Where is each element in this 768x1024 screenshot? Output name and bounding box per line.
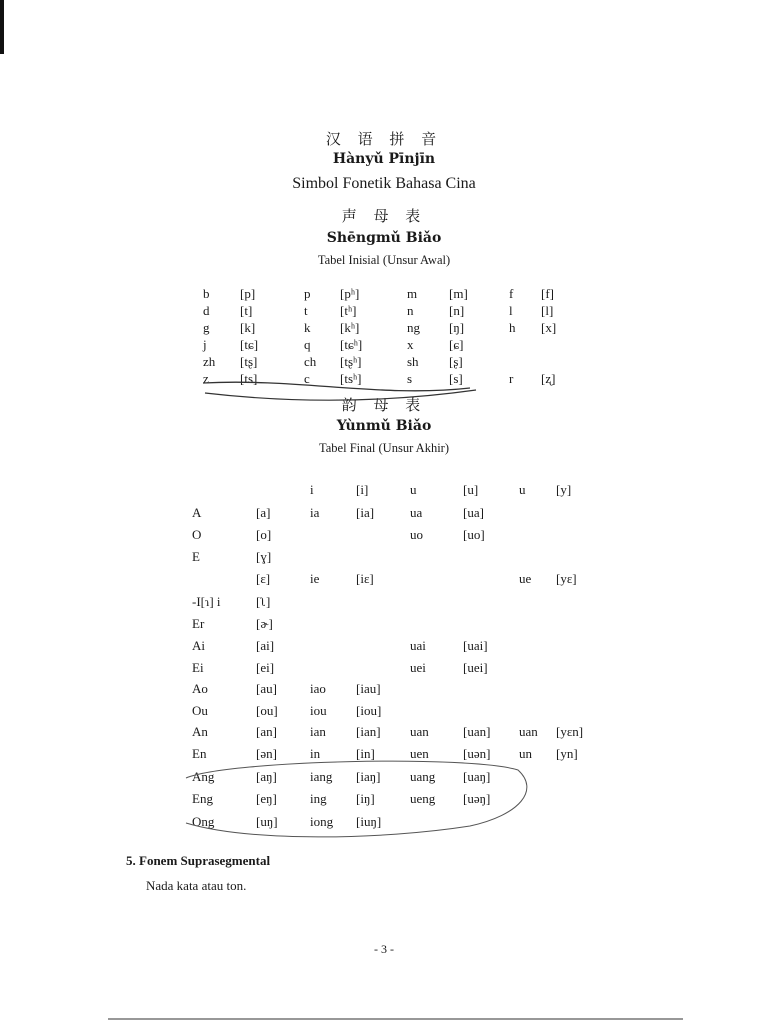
finals-cell: [uaŋ] bbox=[463, 769, 491, 784]
finals-cell: [iau] bbox=[356, 681, 381, 696]
finals-cell: uai bbox=[410, 638, 426, 653]
initials-cell: [ʐ] bbox=[541, 371, 556, 386]
circle-ang-eng-ong bbox=[186, 761, 527, 837]
finals-cell: [o] bbox=[256, 527, 272, 542]
finals-cell: [eŋ] bbox=[256, 791, 277, 806]
initials-cell: [tʰ] bbox=[340, 303, 357, 318]
initials-cell: [n] bbox=[449, 303, 465, 318]
finals-cell: [yn] bbox=[556, 746, 578, 761]
finals-cell: iao bbox=[310, 681, 326, 696]
finals-cell: [uei] bbox=[463, 660, 488, 675]
finals-cell: Ei bbox=[192, 660, 204, 675]
finals-cell: ian bbox=[310, 724, 326, 739]
initials-cell: [tʂʰ] bbox=[340, 354, 362, 369]
finals-cell: [ian] bbox=[356, 724, 381, 739]
initials-cell: [ɕ] bbox=[449, 337, 464, 352]
initials-cell: z bbox=[203, 371, 209, 386]
finals-cell: [ɣ] bbox=[256, 549, 272, 564]
finals-cell: [yɛn] bbox=[556, 724, 584, 739]
initials-cell: r bbox=[509, 371, 514, 386]
finals-cell: [uŋ] bbox=[256, 814, 278, 829]
initials-cell: t bbox=[304, 303, 308, 318]
initials-cell: [tʂ] bbox=[240, 354, 258, 369]
finals-cell: [iɛ] bbox=[356, 571, 374, 586]
strike-line-z-row bbox=[203, 382, 470, 391]
finals-cell: [ei] bbox=[256, 660, 275, 675]
finals-cell: uang bbox=[410, 769, 436, 784]
initials-pinyin-heading: Shēngmǔ Biǎo bbox=[326, 230, 442, 246]
finals-cell: in bbox=[310, 746, 321, 761]
initials-cell: l bbox=[509, 303, 513, 318]
finals-cell: [uai] bbox=[463, 638, 488, 653]
finals-cell: uen bbox=[410, 746, 429, 761]
initials-cell: ng bbox=[407, 320, 420, 335]
finals-cell: [ai] bbox=[256, 638, 275, 653]
initials-cell: [m] bbox=[449, 286, 468, 301]
initials-cell: g bbox=[203, 320, 210, 335]
finals-cell: -I[ɿ] i bbox=[192, 594, 221, 609]
finals-cell: ueng bbox=[410, 791, 436, 806]
initials-cell: [x] bbox=[541, 320, 557, 335]
section5-heading: 5. Fonem Suprasegmental bbox=[126, 853, 271, 868]
finals-cell: [a] bbox=[256, 505, 271, 520]
finals-cell: Ao bbox=[192, 681, 208, 696]
initials-cell: [tɕ] bbox=[240, 337, 259, 352]
initials-cell: [ʂ] bbox=[449, 354, 463, 369]
finals-cell: [iaŋ] bbox=[356, 769, 381, 784]
initials-cell: [f] bbox=[541, 286, 554, 301]
initials-cell: [tɕʰ] bbox=[340, 337, 363, 352]
finals-cell: E bbox=[192, 549, 200, 564]
finals-cell: u bbox=[410, 482, 417, 497]
finals-cell: u bbox=[519, 482, 526, 497]
initials-cell: [t] bbox=[240, 303, 253, 318]
initials-cell: b bbox=[203, 286, 210, 301]
finals-cell: En bbox=[192, 746, 207, 761]
finals-cell: iong bbox=[310, 814, 334, 829]
finals-cell: Eng bbox=[192, 791, 213, 806]
finals-cell: [au] bbox=[256, 681, 277, 696]
initials-cell: ch bbox=[304, 354, 317, 369]
finals-cell: [iuŋ] bbox=[356, 814, 382, 829]
pinyin-title: Hànyǔ Pīnjīn bbox=[332, 151, 436, 167]
initials-cell: [kʰ] bbox=[340, 320, 360, 335]
finals-cell: [i] bbox=[356, 482, 369, 497]
finals-cell: [in] bbox=[356, 746, 375, 761]
initials-caption: Tabel Inisial (Unsur Awal) bbox=[317, 253, 451, 267]
initials-cell: p bbox=[304, 286, 311, 301]
initials-cell: c bbox=[304, 371, 310, 386]
finals-cell: ing bbox=[310, 791, 327, 806]
initials-cell: sh bbox=[407, 354, 419, 369]
finals-cell: uei bbox=[410, 660, 426, 675]
finals-cell: un bbox=[519, 746, 532, 761]
finals-cell: ia bbox=[310, 505, 320, 520]
finals-cell: [uo] bbox=[463, 527, 485, 542]
finals-cell: [an] bbox=[256, 724, 277, 739]
finals-cell: [yɛ] bbox=[556, 571, 577, 586]
page-number: - 3 - bbox=[374, 942, 394, 956]
finals-chinese-heading: 韵 母 表 bbox=[341, 396, 427, 414]
finals-cell: Ong bbox=[192, 814, 215, 829]
initials-cell: x bbox=[407, 337, 414, 352]
finals-cell: Ou bbox=[192, 703, 208, 718]
initials-cell: [pʰ] bbox=[340, 286, 360, 301]
finals-pinyin-heading: Yùnmǔ Biǎo bbox=[336, 418, 432, 434]
section5-body: Nada kata atau ton. bbox=[146, 878, 247, 893]
finals-cell: iou bbox=[310, 703, 327, 718]
finals-cell: [y] bbox=[556, 482, 572, 497]
finals-cell: [ɛ] bbox=[256, 571, 271, 586]
finals-cell: Ai bbox=[192, 638, 205, 653]
document-subtitle: Simbol Fonetik Bahasa Cina bbox=[292, 175, 476, 192]
finals-cell: uan bbox=[519, 724, 538, 739]
finals-cell: [iou] bbox=[356, 703, 382, 718]
finals-cell: [ɚ] bbox=[256, 616, 273, 631]
initials-cell: [ŋ] bbox=[449, 320, 465, 335]
initials-cell: zh bbox=[203, 354, 216, 369]
finals-cell: An bbox=[192, 724, 208, 739]
finals-cell: ua bbox=[410, 505, 423, 520]
chinese-title: 汉 语 拼 音 bbox=[325, 130, 443, 148]
initials-cell: [tsʰ] bbox=[340, 371, 362, 386]
finals-cell: [ou] bbox=[256, 703, 278, 718]
initials-cell: q bbox=[304, 337, 311, 352]
initials-cell: h bbox=[509, 320, 516, 335]
initials-cell: [s] bbox=[449, 371, 463, 386]
initials-cell: s bbox=[407, 371, 413, 386]
finals-cell: i bbox=[310, 482, 314, 497]
finals-cell: Er bbox=[192, 616, 205, 631]
initials-cell: f bbox=[509, 286, 514, 301]
finals-cell: Ang bbox=[192, 769, 215, 784]
initials-cell: [l] bbox=[541, 303, 554, 318]
finals-cell: [ia] bbox=[356, 505, 375, 520]
finals-cell: [ən] bbox=[256, 746, 277, 761]
finals-cell: [uəŋ] bbox=[463, 791, 491, 806]
initials-cell: n bbox=[407, 303, 414, 318]
finals-cell: ue bbox=[519, 571, 532, 586]
initials-cell: d bbox=[203, 303, 210, 318]
finals-cell: [u] bbox=[463, 482, 479, 497]
finals-caption: Tabel Final (Unsur Akhir) bbox=[318, 441, 449, 455]
finals-cell: [iŋ] bbox=[356, 791, 375, 806]
initials-cell: [p] bbox=[240, 286, 256, 301]
finals-cell: [ʅ] bbox=[256, 594, 271, 609]
finals-cell: ie bbox=[310, 571, 320, 586]
initials-chinese-heading: 声 母 表 bbox=[341, 207, 427, 225]
initials-cell: [ts] bbox=[240, 371, 258, 386]
initials-cell: [k] bbox=[240, 320, 256, 335]
finals-cell: O bbox=[192, 527, 202, 542]
finals-cell: uan bbox=[410, 724, 429, 739]
finals-cell: [uən] bbox=[463, 746, 491, 761]
finals-cell: uo bbox=[410, 527, 423, 542]
finals-cell: [ua] bbox=[463, 505, 484, 520]
initials-cell: k bbox=[304, 320, 311, 335]
finals-cell: [uan] bbox=[463, 724, 491, 739]
initials-cell: j bbox=[203, 337, 207, 352]
finals-cell: A bbox=[192, 505, 202, 520]
underline-z-row bbox=[205, 390, 476, 400]
initials-cell: m bbox=[407, 286, 418, 301]
finals-cell: [aŋ] bbox=[256, 769, 277, 784]
finals-cell: iang bbox=[310, 769, 333, 784]
